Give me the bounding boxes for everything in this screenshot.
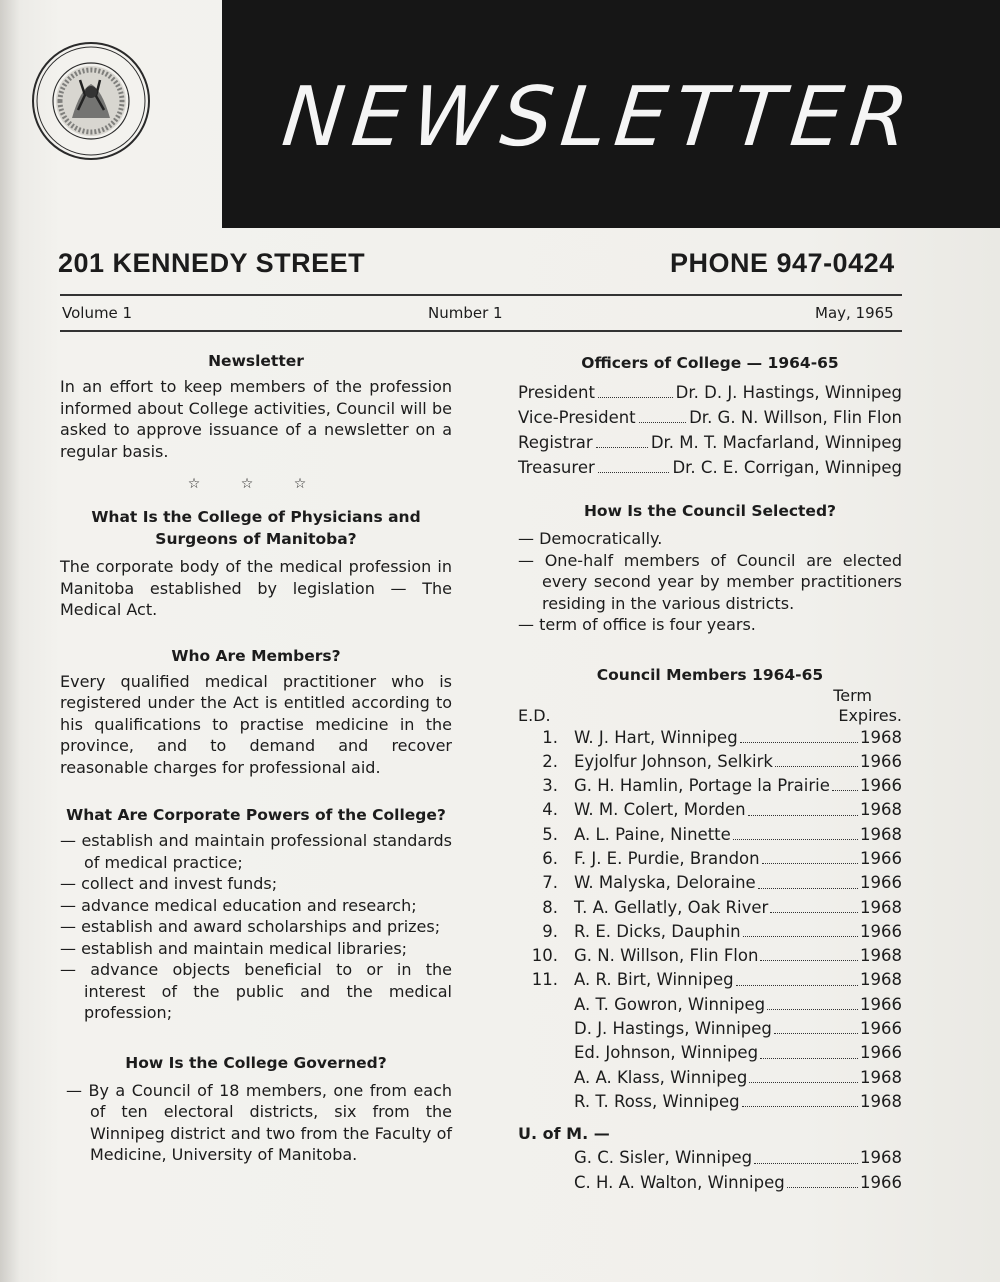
member-name: Ed. Johnson, Winnipeg — [574, 1043, 759, 1063]
district-number: 11. — [531, 970, 558, 990]
member-name: Eyjolfur Johnson, Selkirk — [574, 751, 773, 771]
officer-row: President Dr. D. J. Hastings, Winnipeg — [518, 380, 902, 405]
term-year: 1966 — [860, 994, 902, 1014]
member-name: F. J. E. Purdie, Brandon — [574, 848, 760, 868]
member-name: R. E. Dicks, Dauphin — [574, 921, 741, 941]
district-number: 8. — [542, 897, 558, 917]
term-year: 1968 — [860, 824, 902, 844]
member-name: R. T. Ross, Winnipeg — [574, 1091, 740, 1111]
left-column — [60, 350, 452, 1166]
district-number: 4. — [542, 800, 558, 820]
table-row — [518, 1090, 902, 1114]
term-year: 1968 — [860, 946, 902, 966]
district-number — [518, 993, 574, 1017]
list-item: — collect and invest funds; — [60, 874, 278, 893]
term-label: Term — [833, 685, 872, 705]
member-name: G. C. Sisler, Winnipeg — [574, 1148, 753, 1168]
ed-label: E.D. — [518, 705, 551, 725]
district-number — [518, 1146, 574, 1170]
governed-text: — By a Council of 18 members, one from each of ten electoral districts, six from the Winnipeg district and two from the Faculty of Medicine, University of Manitoba. — [66, 1080, 452, 1164]
newsletter-text: In an effort to keep members of the profession informed about College activities, Council will be asked to approve issuance of a newsletter on a regular basis. — [60, 377, 452, 461]
masthead-rule-top — [60, 294, 902, 296]
term-year: 1968 — [860, 897, 902, 917]
table-row — [518, 798, 902, 822]
list-item: — establish and award scholarships and prizes; — [60, 917, 441, 936]
member-name: T. A. Gellatly, Oak River — [574, 897, 769, 917]
officers-heading: Officers of College — 1964-65 — [581, 354, 839, 372]
term-year: 1968 — [860, 727, 902, 747]
uofm-label: U. of M. — — [518, 1124, 610, 1144]
governed-heading: How Is the College Governed? — [125, 1053, 387, 1072]
expires-label: Expires. — [838, 705, 902, 725]
council-members-list — [518, 726, 902, 1115]
district-number — [518, 1090, 574, 1114]
council-heading: Council Members 1964-65 — [596, 665, 824, 684]
table-row — [518, 774, 902, 798]
table-row — [518, 968, 902, 992]
member-name: G. H. Hamlin, Portage la Prairie — [574, 776, 830, 796]
newsletter-heading: Newsletter — [208, 352, 304, 370]
term-year: 1966 — [860, 921, 902, 941]
member-name: G. N. Willson, Flin Flon — [574, 946, 759, 966]
address-text: 201 KENNEDY STREET — [58, 248, 366, 278]
table-row — [518, 1066, 902, 1090]
district-number: 2. — [542, 751, 558, 771]
right-column — [518, 352, 902, 1195]
member-name: A. T. Gowron, Winnipeg — [574, 994, 766, 1014]
term-year: 1966 — [860, 1172, 902, 1192]
table-row — [518, 847, 902, 871]
who-text: Every qualified medical practitioner who is registered under the Act is entitled according to his qualifications to practise medicine in the province, and to demand and recover reasonable charges for professional aid. — [60, 671, 452, 777]
officer-row: Registrar Dr. M. T. Macfarland, Winnipeg — [518, 430, 902, 455]
term-year: 1966 — [860, 776, 902, 796]
list-item: — establish and maintain professional standards of medical practice; — [60, 831, 452, 872]
officer-row: Vice-President Dr. G. N. Willson, Flin Flon — [518, 405, 902, 430]
member-name: A. L. Paine, Ninette — [574, 824, 731, 844]
table-row — [518, 871, 902, 895]
district-number — [518, 1041, 574, 1065]
member-name: W. J. Hart, Winnipeg — [574, 727, 738, 747]
member-name: W. M. Colert, Morden — [574, 800, 746, 820]
term-year: 1966 — [860, 751, 902, 771]
term-year: 1966 — [860, 1019, 902, 1039]
term-year: 1968 — [860, 1091, 902, 1111]
table-row — [518, 1146, 902, 1170]
date-text: May, 1965 — [815, 304, 894, 322]
selected-heading: How Is the Council Selected? — [583, 502, 837, 520]
who-heading: Who Are Members? — [171, 646, 341, 665]
what-is-heading-line1: What Is the College of Physicians and — [91, 508, 421, 526]
district-number: 3. — [542, 776, 558, 796]
list-item: — establish and maintain medical libraries; — [60, 938, 408, 958]
what-is-heading-line2: Surgeons of Manitoba? — [155, 530, 357, 548]
term-year: 1966 — [860, 1043, 902, 1063]
district-number: 6. — [542, 848, 558, 868]
uofm-members-list — [518, 1146, 902, 1195]
member-name: C. H. A. Walton, Winnipeg — [574, 1172, 785, 1192]
list-item: — advance objects beneficial to or in the interest of the public and the medical profession; — [60, 960, 452, 1022]
phone-text: PHONE 947-0424 — [670, 248, 895, 278]
list-item: — One-half members of Council are elected every second year by member practitioners residing in the various districts. — [518, 550, 902, 613]
table-row — [518, 993, 902, 1017]
selected-list — [518, 528, 902, 636]
district-number: 9. — [542, 921, 558, 941]
table-row — [518, 823, 902, 847]
officers-list — [518, 380, 902, 480]
term-year: 1968 — [860, 1067, 902, 1087]
term-year: 1968 — [860, 1148, 902, 1168]
powers-heading: What Are Corporate Powers of the College? — [66, 806, 446, 824]
table-row — [518, 896, 902, 920]
masthead-rule-bottom — [60, 330, 902, 332]
powers-list — [60, 830, 452, 1024]
star-divider: ☆ ☆ ☆ — [187, 476, 325, 492]
table-row — [518, 1017, 902, 1041]
district-number — [518, 1066, 574, 1090]
number-text: Number 1 — [428, 304, 503, 322]
district-number: 7. — [542, 873, 558, 893]
volume-text: Volume 1 — [62, 304, 133, 322]
member-name: A. R. Birt, Winnipeg — [574, 970, 734, 990]
what-is-text: The corporate body of the medical profession in Manitoba established by legislation — The Medical Act. — [60, 557, 452, 619]
table-row — [518, 1171, 902, 1195]
table-row — [518, 1041, 902, 1065]
district-number: 5. — [542, 824, 558, 844]
college-seal-icon — [30, 40, 152, 162]
table-row — [518, 750, 902, 774]
district-number — [518, 1017, 574, 1041]
council-table-header — [518, 686, 902, 726]
district-number — [518, 1171, 574, 1195]
term-year: 1968 — [860, 970, 902, 990]
member-name: D. J. Hastings, Winnipeg — [574, 1019, 772, 1039]
district-number: 10. — [531, 946, 558, 966]
term-year: 1966 — [860, 848, 902, 868]
list-item: — Democratically. — [518, 529, 663, 548]
term-year: 1968 — [860, 800, 902, 820]
list-item: — term of office is four years. — [518, 615, 756, 634]
table-row — [518, 944, 902, 968]
term-year: 1966 — [860, 873, 902, 893]
table-row — [518, 920, 902, 944]
member-name: W. Malyska, Deloraine — [574, 873, 756, 893]
table-row — [518, 726, 902, 750]
district-number: 1. — [542, 727, 558, 747]
masthead-title: NEWSLETTER — [278, 70, 921, 165]
list-item: — advance medical education and research; — [60, 895, 417, 915]
officer-row: Treasurer Dr. C. E. Corrigan, Winnipeg — [518, 455, 902, 480]
member-name: A. A. Klass, Winnipeg — [574, 1067, 748, 1087]
